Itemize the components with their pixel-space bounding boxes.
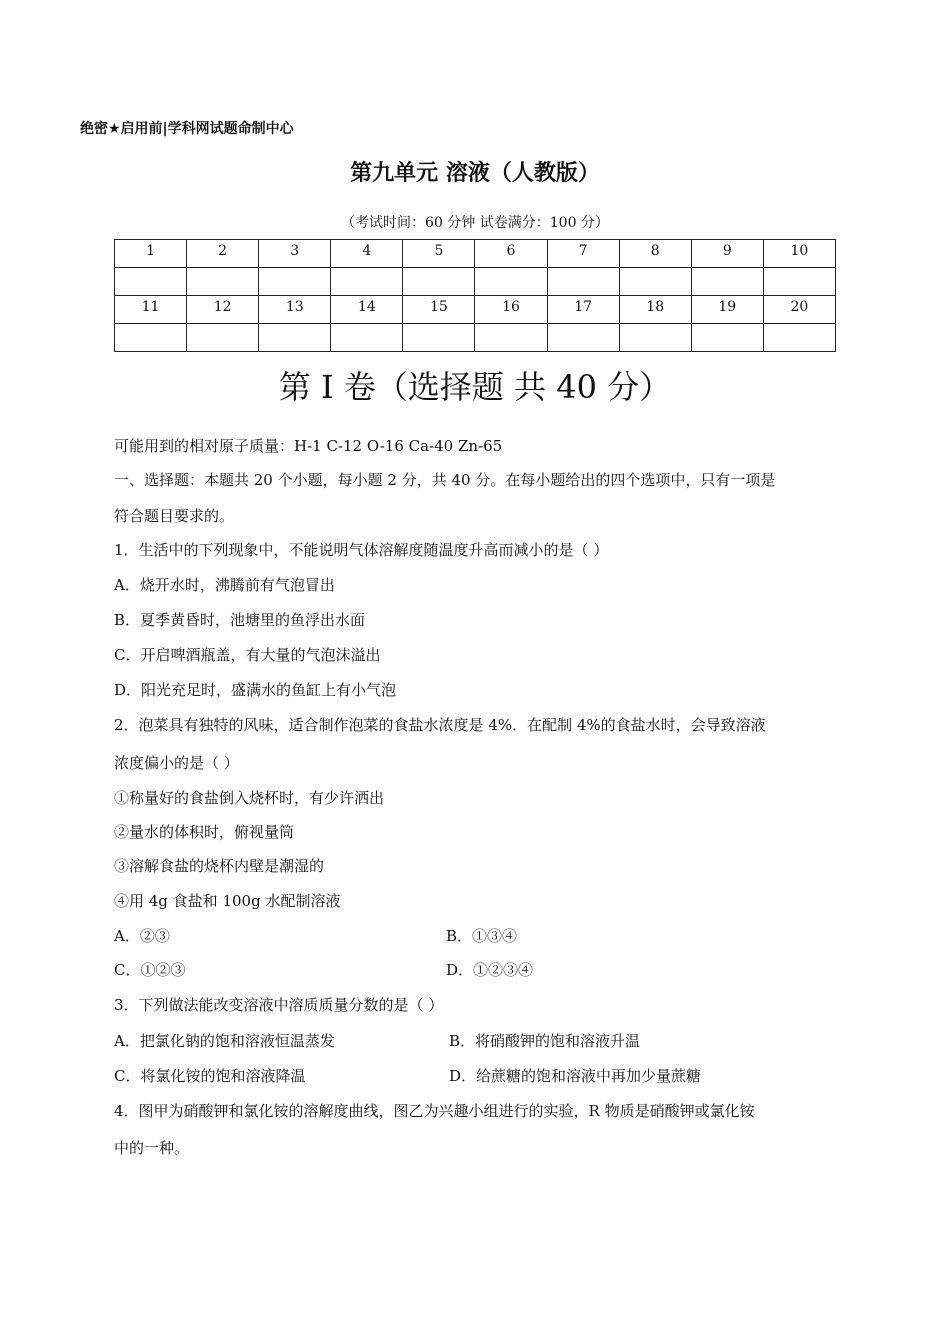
answer-cell [475,268,547,296]
score-cell-label: 18 [619,296,691,324]
score-table-answer-row-1 [115,268,836,296]
answer-cell [259,268,331,296]
question-1-option-a: A．烧开水时，沸腾前有气泡冒出 [114,576,335,594]
answer-cell [547,324,619,352]
answer-cell [187,268,259,296]
answer-cell [403,324,475,352]
answer-cell [115,268,187,296]
answer-cell [331,324,403,352]
score-cell-label: 4 [331,240,403,268]
score-cell-label: 6 [475,240,547,268]
score-cell-label: 5 [403,240,475,268]
question-2-option-d: D．①②③④ [446,961,534,979]
answer-cell [331,268,403,296]
answer-cell [403,268,475,296]
answer-cell [763,324,835,352]
score-cell-label: 3 [259,240,331,268]
score-cell-label: 16 [475,296,547,324]
atomic-masses: 可能用到的相对原子质量：H-1 C-12 O-16 Ca-40 Zn-65 [114,437,503,455]
score-table-header-row-1 [115,240,836,268]
question-1-option-c: C．开启啤酒瓶盖，有大量的气泡沫溢出 [114,646,381,664]
question-1-option-d: D．阳光充足时，盛满水的鱼缸上有小气泡 [114,681,397,699]
score-cell-label: 14 [331,296,403,324]
score-cell-label: 9 [691,240,763,268]
score-cell-label: 10 [763,240,835,268]
question-2-option-c: C．①②③ [114,961,186,979]
question-2-statement-1: ①称量好的食盐倒入烧杯时，有少许洒出 [114,789,385,807]
question-3-option-a: A．把氯化钠的饱和溶液恒温蒸发 [114,1032,335,1050]
confidential-header: 绝密★启用前|学科网试题命制中心 [80,121,294,137]
score-cell-label: 19 [691,296,763,324]
score-cell-label: 20 [763,296,835,324]
question-4-stem-line-1: 4．图甲为硝酸钾和氯化铵的溶解度曲线，图乙为兴趣小组进行的实验，R 物质是硝酸钾或氯化铵 [114,1102,755,1120]
answer-cell [259,324,331,352]
question-2-stem-line-1: 2．泡菜具有独特的风味，适合制作泡菜的食盐水浓度是 4%．在配制 4%的食盐水时，会导致溶液 [114,716,766,734]
section-title: 第 I 卷（选择题 共 40 分） [278,368,672,406]
question-2-statement-3: ③溶解食盐的烧杯内壁是潮湿的 [114,857,325,875]
question-2-statement-4: ④用 4g 食盐和 100g 水配制溶液 [114,892,341,910]
answer-cell [187,324,259,352]
question-2-stem-line-2: 浓度偏小的是（ ） [114,754,239,772]
question-1-option-b: B．夏季黄昏时，池塘里的鱼浮出水面 [114,611,366,629]
score-cell-label: 11 [115,296,187,324]
question-3-option-c: C．将氯化铵的饱和溶液降温 [114,1067,306,1085]
question-2-option-a: A．②③ [114,927,170,945]
score-cell-label: 17 [547,296,619,324]
answer-cell [691,268,763,296]
question-2-statement-2: ②量水的体积时，俯视量筒 [114,823,295,841]
answer-cell [475,324,547,352]
question-3-option-d: D．给蔗糖的饱和溶液中再加少量蔗糖 [449,1067,702,1085]
score-table-answer-row-2 [115,324,836,352]
score-cell-label: 12 [187,296,259,324]
answer-cell [763,268,835,296]
score-cell-label: 1 [115,240,187,268]
question-4-stem-line-2: 中的一种。 [114,1139,190,1157]
question-3-option-b: B．将硝酸钾的饱和溶液升温 [449,1032,641,1050]
score-cell-label: 13 [259,296,331,324]
instructions-line-1: 一、选择题：本题共 20 个小题，每小题 2 分，共 40 分。在每小题给出的四个选项中，只有一项是 [114,471,776,489]
question-2-option-b: B．①③④ [446,927,518,945]
answer-cell [691,324,763,352]
exam-title: 第九单元 溶液（人教版） [350,161,600,186]
score-table-header-row-2 [115,296,836,324]
question-1-stem: 1．生活中的下列现象中，不能说明气体溶解度随温度升高而减小的是（ ） [114,541,609,559]
answer-cell [619,324,691,352]
score-cell-label: 7 [547,240,619,268]
answer-cell [547,268,619,296]
question-3-stem: 3．下列做法能改变溶液中溶质质量分数的是（ ） [114,996,444,1014]
score-cell-label: 15 [403,296,475,324]
score-cell-label: 8 [619,240,691,268]
score-table [114,239,836,352]
answer-cell [619,268,691,296]
exam-info: （考试时间：60 分钟 试卷满分：100 分） [341,215,609,231]
instructions-line-2: 符合题目要求的。 [114,507,235,525]
answer-cell [115,324,187,352]
score-cell-label: 2 [187,240,259,268]
